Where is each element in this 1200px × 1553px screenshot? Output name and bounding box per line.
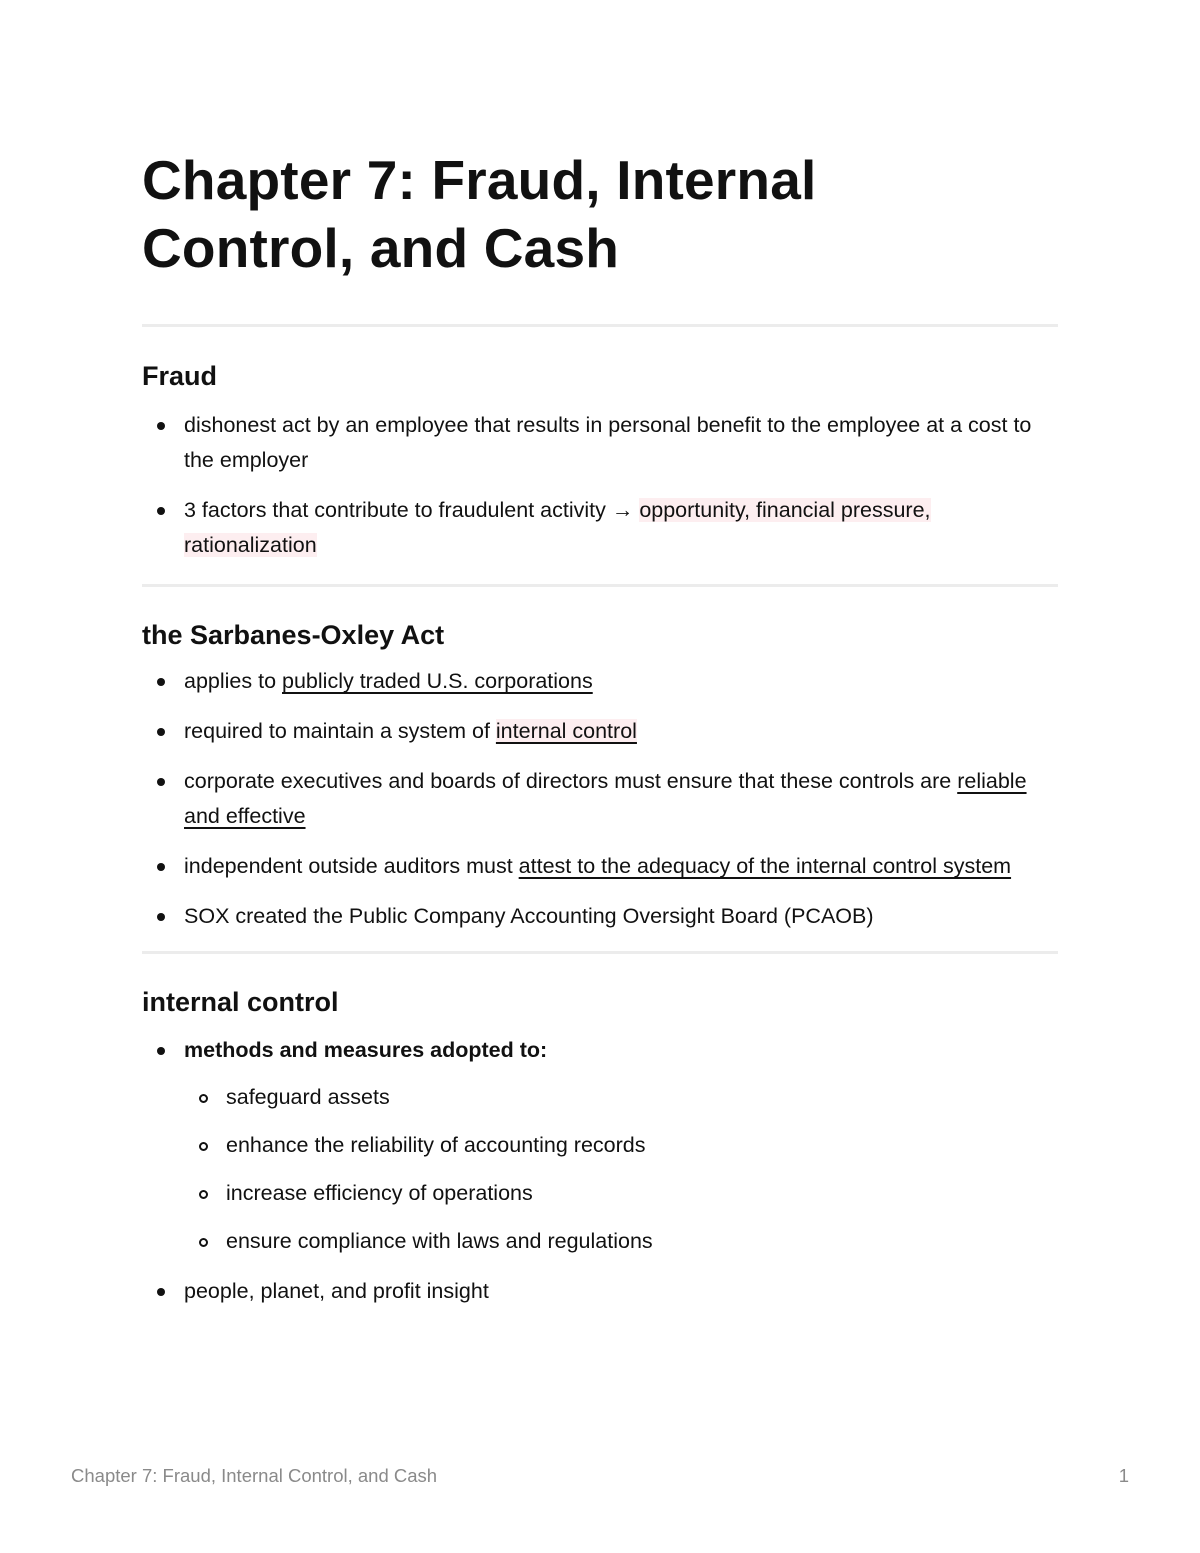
hollow-bullet-icon xyxy=(199,1238,208,1247)
fraud-heading: Fraud xyxy=(142,361,218,391)
internal-control-list xyxy=(142,1033,1058,1309)
ppp-insight-text: people, planet, and profit insight xyxy=(184,1279,489,1303)
list-item xyxy=(142,849,1058,884)
sub-item-text: enhance the reliability of accounting records xyxy=(226,1133,646,1157)
hollow-bullet-icon xyxy=(199,1190,208,1199)
sub-item-text: safeguard assets xyxy=(226,1085,390,1109)
bullet-icon xyxy=(157,1047,165,1055)
fraud-definition: dishonest act by an employee that results in personal benefit to the employee at a cost to the employer xyxy=(184,413,1032,472)
list-item xyxy=(142,764,1058,834)
bullet-icon xyxy=(157,507,165,515)
bullet-icon xyxy=(157,863,165,871)
list-item xyxy=(142,1033,1058,1259)
list-item xyxy=(142,493,1058,563)
sox-item-underline: reliable and effective xyxy=(184,769,1027,828)
list-item xyxy=(142,1274,1058,1309)
fraud-section xyxy=(142,327,1058,584)
sub-list-item xyxy=(184,1176,1058,1211)
page-title-line2: Control, and Cash xyxy=(142,217,620,279)
bullet-icon xyxy=(157,678,165,686)
bullet-icon xyxy=(157,728,165,736)
bullet-icon xyxy=(157,913,165,921)
bullet-icon xyxy=(157,422,165,430)
list-item xyxy=(142,664,1058,699)
sox-section xyxy=(142,587,1058,951)
hollow-bullet-icon xyxy=(199,1094,208,1103)
sub-list-item xyxy=(184,1080,1058,1115)
hollow-bullet-icon xyxy=(199,1142,208,1151)
list-item xyxy=(142,408,1058,478)
sub-list-item xyxy=(184,1128,1058,1163)
bullet-icon xyxy=(157,1288,165,1296)
sox-item-prefix: independent outside auditors must xyxy=(184,854,519,878)
internal-control-sublist xyxy=(184,1080,1058,1259)
fraud-factors-prefix: 3 factors that contribute to fraudulent activity → xyxy=(184,498,640,522)
page-title xyxy=(142,146,1058,282)
sox-heading: the Sarbanes-Oxley Act xyxy=(142,620,445,650)
page-number: 1 xyxy=(1118,1465,1129,1486)
sox-list xyxy=(142,664,1058,934)
sox-pcaob-text: SOX created the Public Company Accounting Oversight Board (PCAOB) xyxy=(184,904,874,928)
sox-item-prefix: required to maintain a system of xyxy=(184,719,496,743)
internal-control-heading: internal control xyxy=(142,987,339,1017)
page-title-line1: Chapter 7: Fraud, Internal xyxy=(142,149,817,211)
internal-control-section xyxy=(142,954,1058,1309)
sox-item-underline: publicly traded U.S. corporations xyxy=(282,669,593,693)
sox-item-underline: internal control xyxy=(495,719,637,743)
sox-item-prefix: corporate executives and boards of directors must ensure that these controls are xyxy=(184,769,958,793)
sub-item-text: increase efficiency of operations xyxy=(226,1181,533,1205)
document-page xyxy=(142,146,1058,1324)
sox-item-prefix: applies to xyxy=(184,669,283,693)
sox-item-underline: attest to the adequacy of the internal control system xyxy=(518,854,1012,878)
fraud-factors-highlight: opportunity, financial pressure, rationalization xyxy=(184,498,931,557)
internal-control-intro: methods and measures adopted to: xyxy=(184,1038,548,1062)
list-item xyxy=(142,714,1058,749)
sub-item-text: ensure compliance with laws and regulations xyxy=(226,1229,653,1253)
footer-title: Chapter 7: Fraud, Internal Control, and Cash xyxy=(71,1465,438,1486)
fraud-list xyxy=(142,408,1058,563)
sub-list-item xyxy=(184,1224,1058,1259)
bullet-icon xyxy=(157,778,165,786)
list-item xyxy=(142,899,1058,934)
